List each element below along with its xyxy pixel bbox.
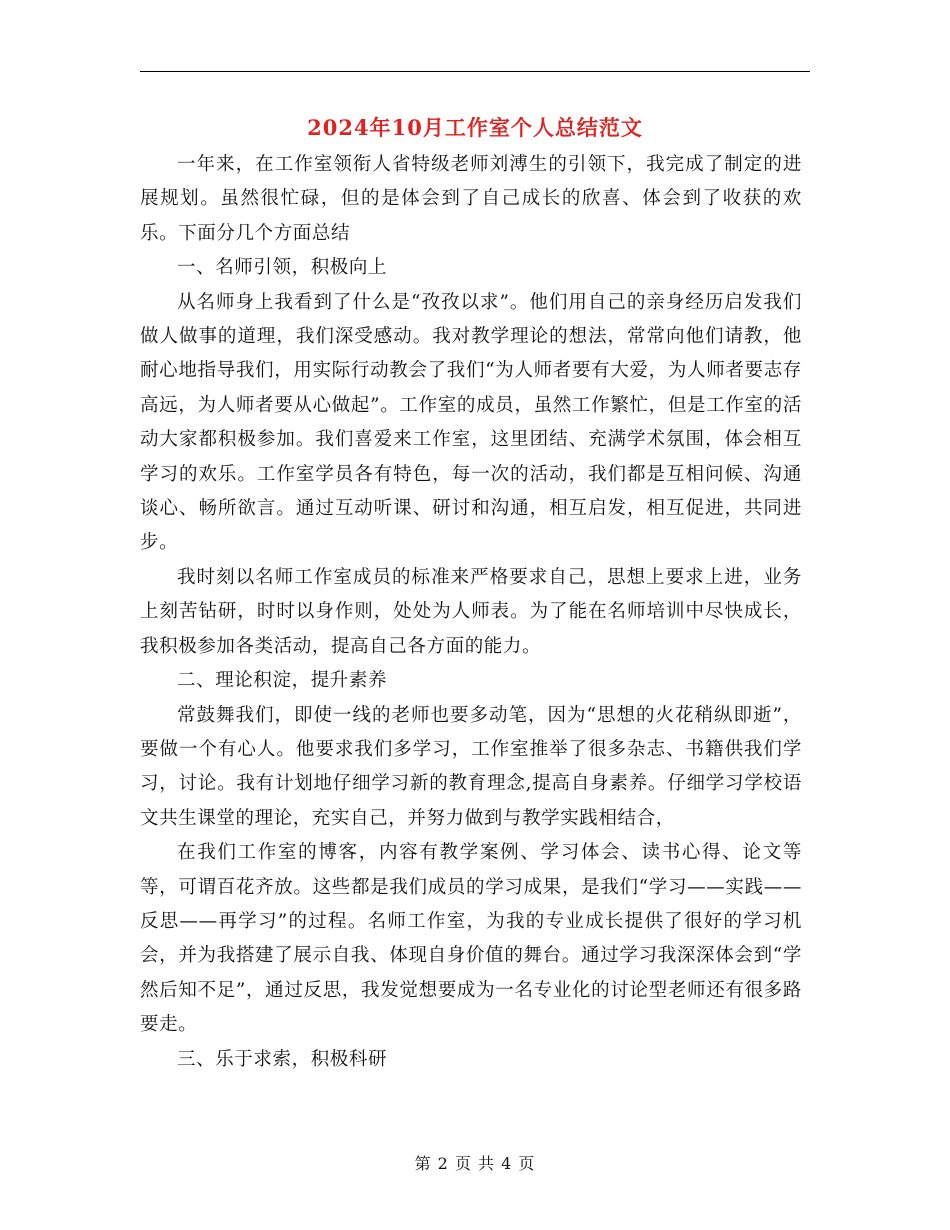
document-title: 2024年10月工作室个人总结范文 <box>307 115 643 140</box>
footer-middle: 页 共 <box>454 1154 496 1173</box>
footer-total-pages: 4 <box>501 1154 513 1173</box>
intro-paragraph: 一年来，在工作室领衔人省特级老师刘溥生的引领下，我完成了制定的进展规划。虽然很忙碌，但的是体会到了自己成长的欣喜、体会到了收获的欢乐。下面分几个方面总结 <box>140 154 802 244</box>
section-heading-1: 一、名师引领，积极向上 <box>177 257 388 279</box>
footer-suffix: 页 <box>518 1154 536 1173</box>
section-heading-3: 三、乐于求索，积极科研 <box>177 1048 388 1070</box>
header-rule <box>140 71 810 72</box>
body-paragraph: 从名师身上我看到了什么是“孜孜以求”。他们用自己的亲身经历启发我们做人做事的道理，我们深受感动。我对教学理论的想法，常常向他们请教，他耐心地指导我们，用实际行动教会了我们“为人师者要有大爱，为人师者要志存高远，为人师者要从心做起”。工作室的成员，虽然工作繁忙，但是工作室的活动大家都积极参加。我们喜爱来工作室，这里团结、充满学术氛围，体会相互学习的欢乐。工作室学员各有特色，每一次的活动，我们都是互相问候、沟通谈心、畅所欲言。通过互动听课、研讨和沟通，相互启发，相互促进，共同进步。 <box>140 291 802 554</box>
footer-current-page: 2 <box>437 1154 449 1173</box>
document-body <box>140 148 802 1077</box>
footer-prefix: 第 <box>414 1154 432 1173</box>
body-paragraph: 我时刻以名师工作室成员的标准来严格要求自己，思想上要求上进，业务上刻苦钻研，时时以身作则，处处为人师表。为了能在名师培训中尽快成长，我积极参加各类活动，提高自己各方面的能力。 <box>140 566 802 657</box>
page-number-footer <box>0 1152 950 1176</box>
body-paragraph: 常鼓舞我们，即使一线的老师也要多动笔，因为“思想的火花稍纵即逝”，要做一个有心人。他要求我们多学习，工作室推举了很多杂志、书籍供我们学习，讨论。我有计划地仔细学习新的教育理念,提高自身素养。仔细学习学校语文共生课堂的理论，充实自己，并努力做到与教学实践相结合， <box>140 704 802 829</box>
body-paragraph: 在我们工作室的博客，内容有教学案例、学习体会、读书心得、论文等等，可谓百花齐放。这些都是我们成员的学习成果，是我们“学习——实践——反思——再学习”的过程。名师工作室，为我的专业成长提供了很好的学习机会，并为我搭建了展示自我、体现自身价值的舞台。通过学习我深深体会到“学然后知不足”，通过反思，我发觉想要成为一名专业化的讨论型老师还有很多路要走。 <box>140 842 802 1036</box>
section-heading-2: 二、理论积淀，提升素养 <box>177 670 388 692</box>
